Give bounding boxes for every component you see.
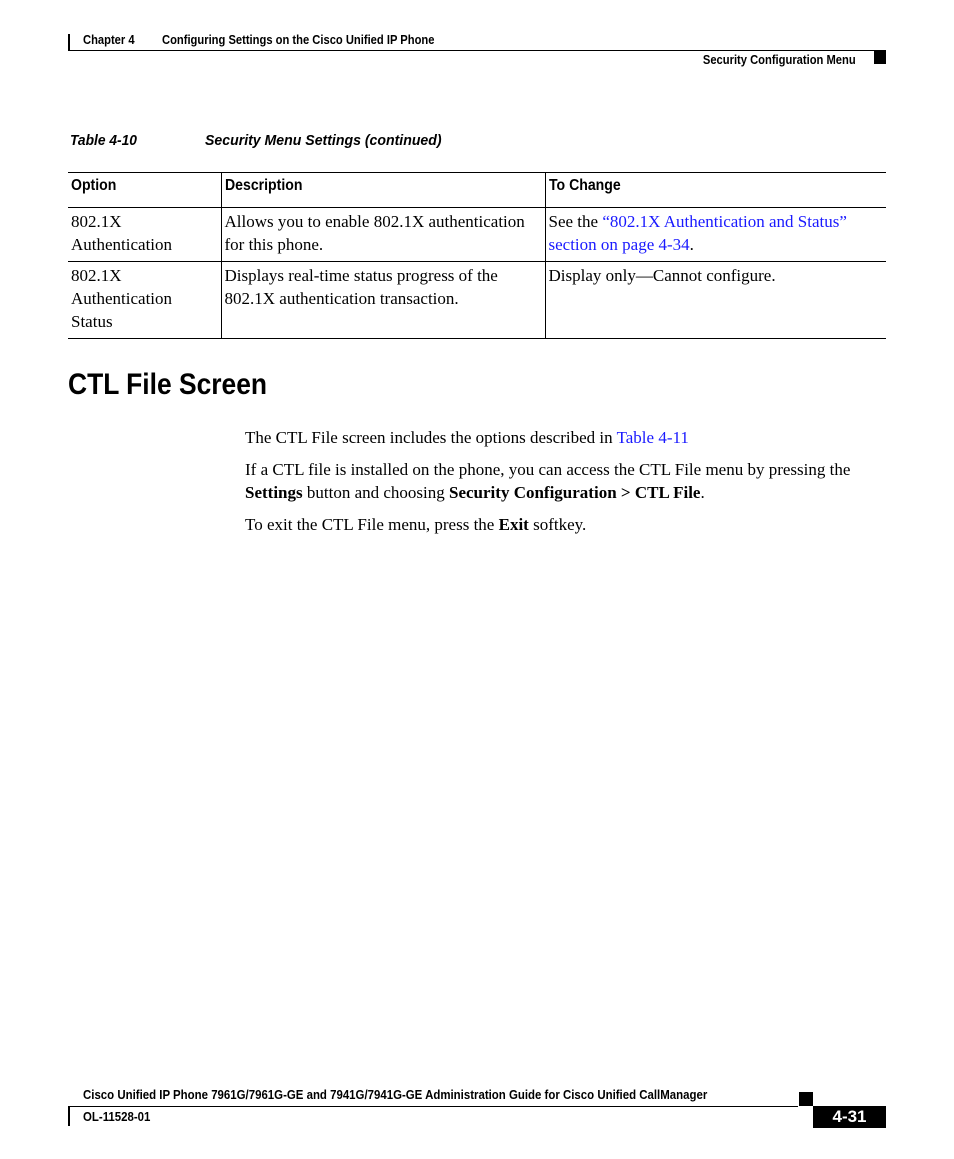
header-rule: [68, 50, 886, 51]
paragraph-access: If a CTL file is installed on the phone, you can access the CTL File menu by pressing the Settings button and choosing Security Configuration > CTL File.: [245, 460, 851, 502]
header-section-title: Security Configuration Menu: [703, 52, 856, 67]
to-change-cell: [545, 208, 886, 262]
option-cell: 802.1X Authentication: [68, 208, 221, 262]
footer-doc-id: OL-11528-01: [83, 1109, 151, 1124]
header-left-bar: [68, 34, 70, 51]
section-heading: CTL File Screen: [68, 368, 268, 401]
paragraph-intro: The CTL File screen includes the options described in Table 4-11: [245, 428, 689, 447]
table-header-row: [68, 173, 886, 208]
column-header-option: Option: [68, 173, 221, 208]
footer-left-bar: [68, 1106, 70, 1126]
section-link-8021x-status[interactable]: “802.1X Authentication and Status” section on page 4-34: [548, 212, 847, 254]
table-row: [68, 208, 886, 262]
table-link-4-11[interactable]: Table 4-11: [616, 428, 689, 447]
header-marker-square: [874, 51, 886, 64]
to-change-suffix: .: [689, 235, 694, 254]
footer-rule: [68, 1106, 798, 1107]
footer-marker-square: [799, 1092, 813, 1106]
column-header-to-change: To Change: [545, 173, 886, 208]
paragraph-exit: To exit the CTL File menu, press the Exit softkey.: [245, 515, 587, 534]
table-caption-number: Table 4-10: [70, 132, 137, 149]
description-cell: Allows you to enable 802.1X authentication for this phone.: [221, 208, 545, 262]
header-chapter-title: Configuring Settings on the Cisco Unified IP Phone: [162, 32, 435, 47]
to-change-prefix: See the: [548, 212, 603, 231]
option-cell: 802.1X Authentication Status: [68, 262, 221, 339]
page-number: 4-31: [813, 1106, 886, 1128]
security-settings-table: [68, 172, 886, 339]
to-change-cell: Display only—Cannot configure.: [545, 262, 886, 339]
column-header-description: Description: [221, 173, 545, 208]
header-chapter: Chapter 4: [83, 32, 135, 47]
table-caption-title: Security Menu Settings (continued): [205, 132, 442, 149]
footer-guide-title: Cisco Unified IP Phone 7961G/7961G-GE and 7941G/7941G-GE Administration Guide for Cisco Unified CallManager: [83, 1087, 708, 1102]
description-cell: Displays real-time status progress of the 802.1X authentication transaction.: [221, 262, 545, 339]
table-row: [68, 262, 886, 339]
